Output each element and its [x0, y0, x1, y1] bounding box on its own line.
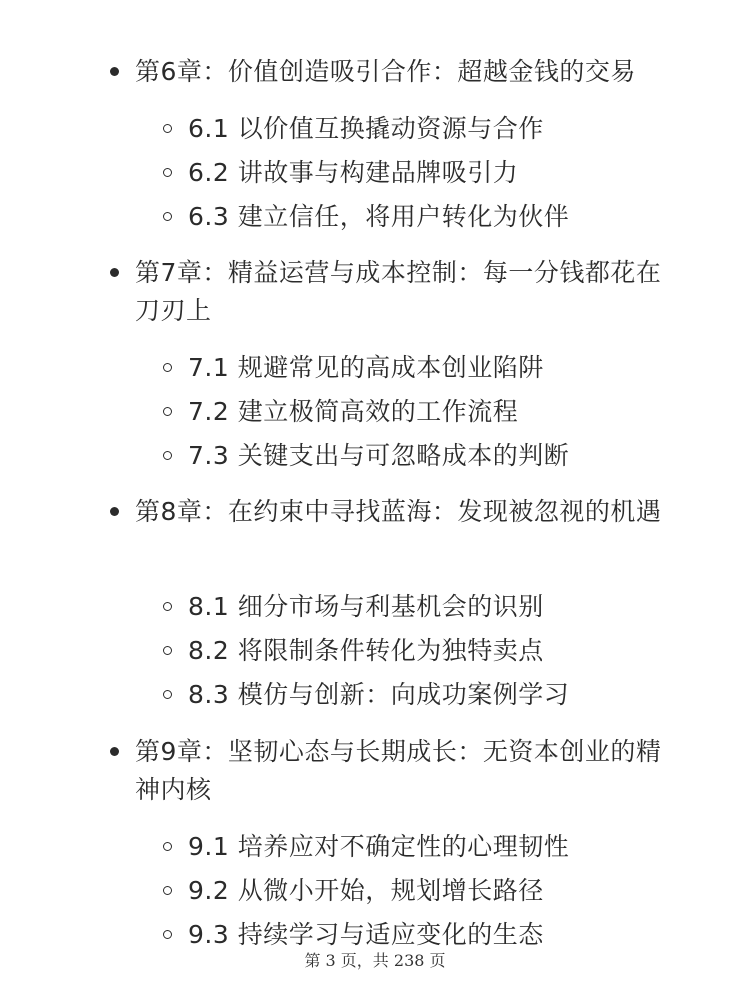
section-9-2 — [163, 872, 683, 910]
chapter-title: 第7章：精益运营与成本控制：每一分钱都花在刀刃上 — [135, 258, 662, 325]
page-number-footer: 第 3 页，共 238 页 — [304, 951, 446, 970]
circle-bullet-icon — [163, 168, 172, 177]
circle-bullet-icon — [163, 407, 172, 416]
section-title: 6.1 以价值互换撬动资源与合作 — [188, 114, 544, 143]
section-6-2 — [163, 154, 683, 192]
section-title: 8.1 细分市场与利基机会的识别 — [188, 592, 544, 621]
section-title: 9.2 从微小开始，规划增长路径 — [188, 876, 544, 905]
section-title: 8.3 模仿与创新：向成功案例学习 — [188, 680, 570, 709]
circle-bullet-icon — [163, 842, 172, 851]
section-6-3 — [163, 198, 683, 236]
section-title: 7.1 规避常见的高成本创业陷阱 — [188, 353, 544, 382]
section-8-3 — [163, 676, 683, 714]
circle-bullet-icon — [163, 124, 172, 133]
section-title: 9.1 培养应对不确定性的心理韧性 — [188, 832, 570, 861]
section-title: 8.2 将限制条件转化为独特卖点 — [188, 636, 544, 665]
chapter-title: 第8章：在约束中寻找蓝海：发现被忽视的机遇 — [135, 497, 662, 526]
bullet-icon — [110, 507, 119, 516]
circle-bullet-icon — [163, 930, 172, 939]
section-title: 6.3 建立信任，将用户转化为伙伴 — [188, 202, 570, 231]
section-7-3 — [163, 437, 683, 475]
chapter-6 — [110, 53, 670, 91]
section-8-1 — [163, 588, 683, 626]
section-9-1 — [163, 828, 683, 866]
section-8-2 — [163, 632, 683, 670]
chapter-title: 第6章：价值创造吸引合作：超越金钱的交易 — [135, 57, 636, 86]
chapter-title: 第9章：坚韧心态与长期成长：无资本创业的精神内核 — [135, 737, 662, 804]
circle-bullet-icon — [163, 690, 172, 699]
circle-bullet-icon — [163, 646, 172, 655]
bullet-icon — [110, 268, 119, 277]
section-title: 9.3 持续学习与适应变化的生态 — [188, 920, 544, 949]
section-title: 7.2 建立极简高效的工作流程 — [188, 397, 519, 426]
section-7-2 — [163, 393, 683, 431]
bullet-icon — [110, 747, 119, 756]
chapter-8 — [110, 493, 670, 531]
circle-bullet-icon — [163, 212, 172, 221]
circle-bullet-icon — [163, 363, 172, 372]
section-9-3 — [163, 916, 683, 954]
section-6-1 — [163, 110, 683, 148]
circle-bullet-icon — [163, 451, 172, 460]
circle-bullet-icon — [163, 886, 172, 895]
bullet-icon — [110, 67, 119, 76]
chapter-7 — [110, 254, 670, 330]
chapter-9 — [110, 733, 670, 809]
section-title: 7.3 关键支出与可忽略成本的判断 — [188, 441, 570, 470]
section-7-1 — [163, 349, 683, 387]
circle-bullet-icon — [163, 602, 172, 611]
section-title: 6.2 讲故事与构建品牌吸引力 — [188, 158, 519, 187]
